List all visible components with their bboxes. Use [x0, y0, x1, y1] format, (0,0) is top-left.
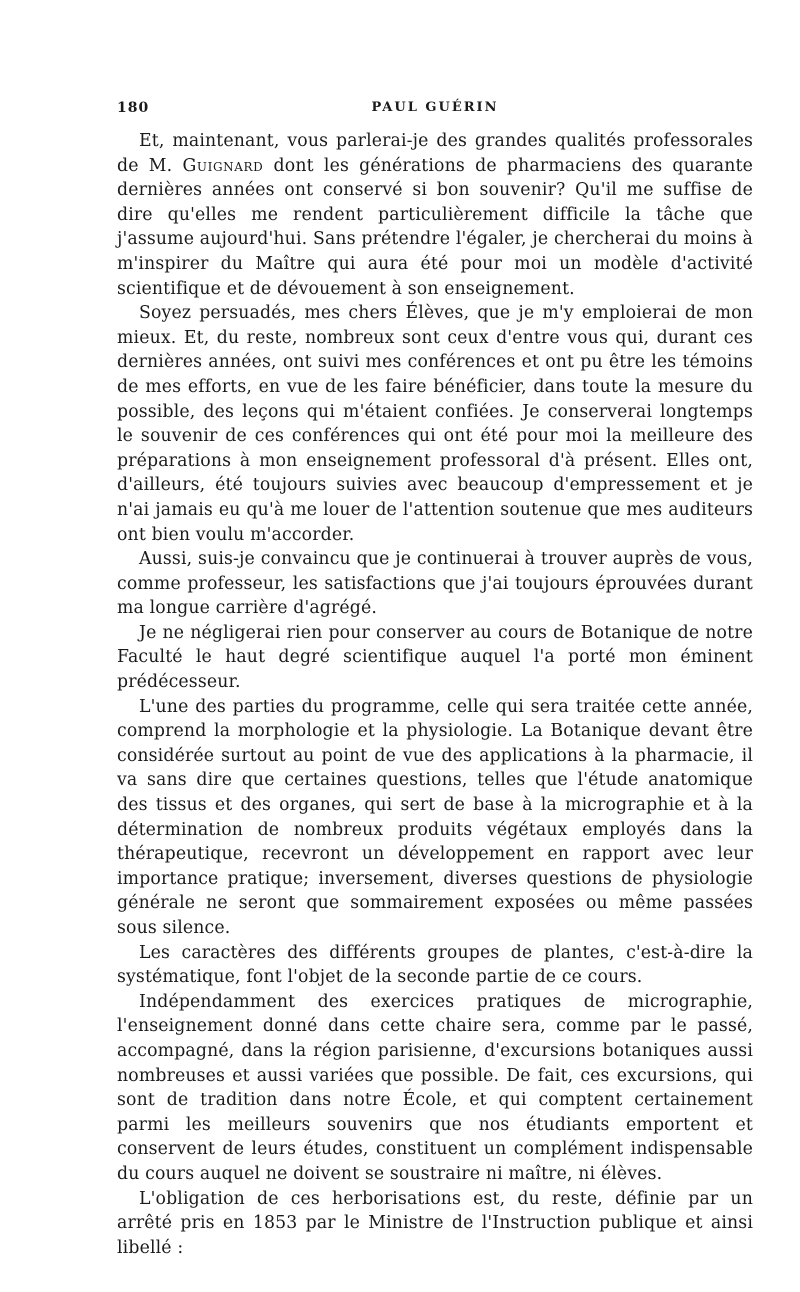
page-number: 180 [117, 100, 150, 116]
author-running-title: PAUL GUÉRIN [371, 100, 499, 115]
book-page [117, 96, 753, 1276]
paragraph-6: Les caractères des différents groupes de plantes, c'est-à-dire la systématique, font l'objet de la seconde partie de ce cours. [117, 942, 753, 988]
paragraph-4: Je ne négligerai rien pour conserver au cours de Botanique de notre Faculté le haut degré scientifique auquel l'a porté mon éminent prédécesseur. [117, 622, 753, 693]
body-text [117, 129, 753, 1260]
paragraph-2: Soyez persuadés, mes chers Élèves, que je m'y emploierai de mon mieux. Et, du reste, nombreux sont ceux d'entre vous qui, durant ces dernières années, ont suivi mes conférences et ont pu être les témoins de mes efforts, en vue de les faire bénéficier, dans toute la mesure du possible, des leçons qui m'étaient confiées. Je conserverai longtemps le souvenir de ces conférences qui ont été pour moi la meilleure des préparations à mon enseignement professoral d'à présent. Elles ont, d'ailleurs, été toujours suivies avec beaucoup d'empressement et je n'ai jamais eu qu'à me louer de l'attention soutenue que mes auditeurs ont bien voulu m'accorder. [117, 303, 753, 545]
paragraph-5: L'une des parties du programme, celle qui sera traitée cette année, comprend la morphologie et la physiologie. La Botanique devant être considérée surtout au point de vue des applications à la pharmacie, il va sans dire que certaines questions, telles que l'étude anatomique des tissus et des organes, qui sert de base à la micrographie et à la détermination de nombreux produits végétaux employés dans la thérapeutique, recevront un développement en rapport avec leur importance pratique; inversement, diverses questions de physiologie générale ne seront que sommairement exposées ou même passées sous silence. [117, 696, 753, 938]
paragraph-8: L'obligation de ces herborisations est, du reste, définie par un arrêté pris en 1853 par le Ministre de l'Instruction publique et ainsi libellé : [117, 1188, 753, 1258]
paragraph-1 [117, 129, 753, 301]
paragraph-7: Indépendamment des exercices pratiques de micrographie, l'enseignement donné dans cette chaire sera, comme par le passé, accompagné, dans la région parisienne, d'excursions botaniques aussi nombreuses et aussi variées que possible. De fait, ces excursions, qui sont de tradition dans notre École, et qui comptent certainement parmi les meilleurs souvenirs que nos étudiants emportent et conservent de leurs études, constituent un complément indispensable du cours auquel ne doivent se soustraire ni maître, ni élèves. [117, 991, 753, 1184]
person-name-guignard: Guignard [182, 155, 264, 176]
paragraph-1-start: Et, maintenant, vous parlerai-je des grandes qualités professorales de M. [117, 131, 753, 176]
paragraph-3: Aussi, suis-je convaincu que je continuerai à trouver auprès de vous, comme professeur, les satisfactions que j'ai toujours éprouvées durant ma longue carrière d'agrégé. [117, 549, 753, 619]
running-header [117, 96, 753, 126]
paragraph-1-rest: dont les générations de pharmaciens des quarante dernières années ont conservé si bon souvenir? Qu'il me suffise de dire qu'elles me rendent particulièrement difficile la tâche que j'assume aujourd'hui. Sans prétendre l'égaler, je chercherai du moins à m'inspirer du Maître qui aura été pour moi un modèle d'activité scientifique et de dévouement à son enseignement. [117, 155, 753, 299]
